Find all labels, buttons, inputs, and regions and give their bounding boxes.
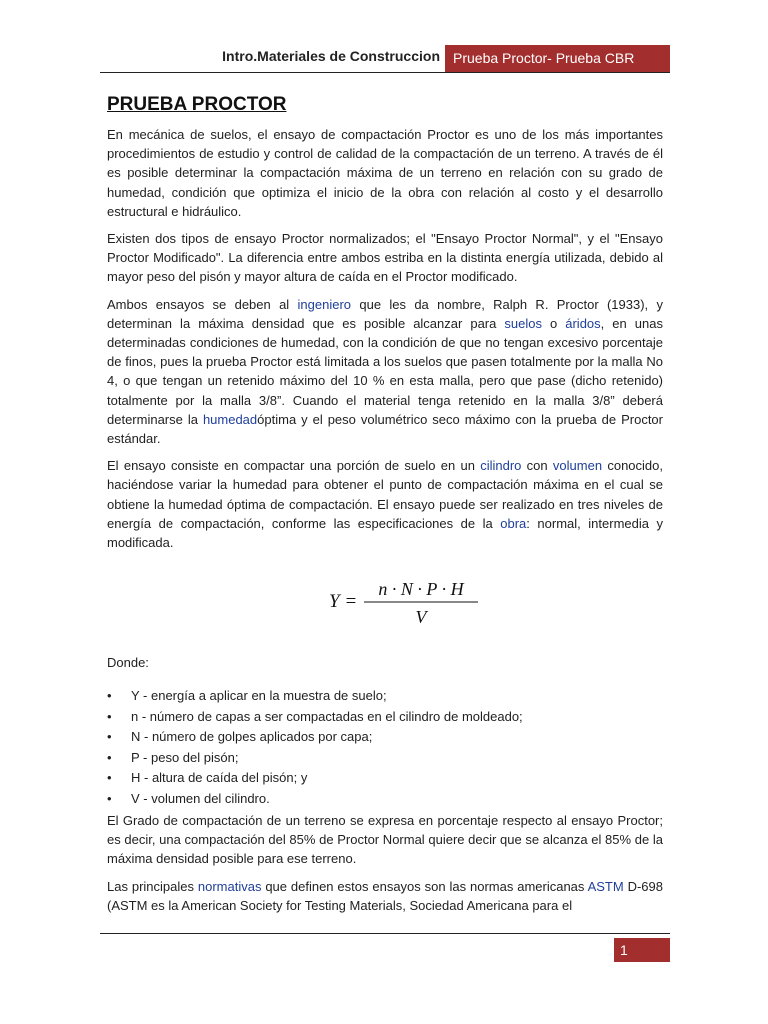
link-volumen[interactable]: volumen <box>552 458 603 474</box>
paragraph-intro: En mecánica de suelos, el ensayo de compactación Proctor es uno de los más importantes procedimientos de estudio y control de calidad de la compactación de un terreno. A través de él es posible determinar la compactación máxima de un terreno en relación con su grado de humedad, condición que optimiza el inicio de la obra con relación al costo y el desarrollo estructural e hidráulico. <box>107 127 663 219</box>
closing-section <box>107 811 663 923</box>
header-topic-badge: Prueba Proctor- Prueba CBR <box>445 45 670 72</box>
variable-list <box>107 686 663 809</box>
link-astm[interactable]: ASTM <box>587 878 624 894</box>
list-item: • V - volumen del cilindro. <box>107 789 663 808</box>
bullet-icon: • <box>107 749 112 765</box>
bullet-icon: • <box>107 688 112 703</box>
paragraph-norms: Las principales normativas que definen estos ensayos son las normas americanas ASTM D-698 (ASTM es la American Society for Testing Materials, Sociedad Americana para el <box>107 878 663 913</box>
link-normativas[interactable]: normativas <box>197 878 262 894</box>
formula-denominator: V <box>415 607 427 627</box>
donde-label: Donde: <box>107 655 149 670</box>
page-footer <box>100 933 670 958</box>
link-cilindro[interactable]: cilindro <box>480 458 522 474</box>
paragraph-grade: El Grado de compactación de un terreno se expresa en porcentaje respecto al ensayo Proctor; es decir, una compactación del 85% de Proctor Normal quiere decir que se alcanza el 85% de la máxima densidad posible para ese terreno. <box>107 813 663 867</box>
formula-numerator: n · N · P · H <box>378 579 464 599</box>
energy-formula <box>107 573 663 633</box>
link-humedad[interactable]: humedad <box>202 411 258 427</box>
link-obra[interactable]: obra <box>500 515 527 531</box>
page-title: PRUEBA PROCTOR <box>107 94 287 115</box>
link-ingeniero[interactable]: ingeniero <box>297 296 352 312</box>
paragraph-procedure: El ensayo consiste en compactar una porción de suelo en un cilindro con volumen conocido, haciéndose variar la humedad para obtener el punto de compactación máxima en el cual se obtiene la humedad óptima de compactación. El ensayo puede ser realizado en tres niveles de energía de compactación, conforme las especificaciones de la obra: normal, intermedia y modificada. <box>107 458 663 551</box>
list-item: • H - altura de caída del pisón; y <box>107 768 663 787</box>
list-item: • Y - energía a aplicar en la muestra de suelo; <box>107 686 663 705</box>
formula-lhs: Y = <box>329 591 358 612</box>
list-item: • n - número de capas a ser compactadas en el cilindro de moldeado; <box>107 707 663 726</box>
paragraph-origin: Ambos ensayos se deben al ingeniero que les da nombre, Ralph R. Proctor (1933), y determinan la máxima densidad que es posible alcanzar para suelos o áridos, en unas determinadas condiciones de humedad, con la condición de que no tengan excesivo porcentaje de finos, pues la prueba Proctor está limitada a los suelos que pasen totalmente por la malla No 4, o que tengan un retenido máximo del 10 % en esta malla, pero que pase (dicho retenido) totalmente por la malla 3/8”. Cuando el material tenga retenido en la malla 3/8” deberá determinarse la humedadóptima y el peso volumétrico seco máximo con la prueba de Proctor estándar. <box>107 296 664 447</box>
list-item: • N - número de golpes aplicados por capa; <box>107 727 663 746</box>
page-number: 1 <box>614 938 670 962</box>
main-content <box>107 93 664 913</box>
list-item: • P - peso del pisón; <box>107 748 663 767</box>
bullet-icon: • <box>107 770 112 785</box>
bullet-icon: • <box>107 729 112 744</box>
bullet-icon: • <box>107 790 112 806</box>
link-aridos[interactable]: áridos <box>565 315 601 331</box>
paragraph-types: Existen dos tipos de ensayo Proctor normalizados; el "Ensayo Proctor Normal", y el "Ensayo Proctor Modificado". La diferencia entre ambos estriba en la distinta energía utilizada, debido al mayor peso del pisón y mayor altura de caída en el Proctor modificado. <box>107 231 663 285</box>
link-suelos[interactable]: suelos <box>504 315 542 331</box>
bullet-icon: • <box>107 708 112 724</box>
page-header <box>100 45 670 73</box>
header-course-title: Intro.Materiales de Construccion <box>222 48 440 64</box>
